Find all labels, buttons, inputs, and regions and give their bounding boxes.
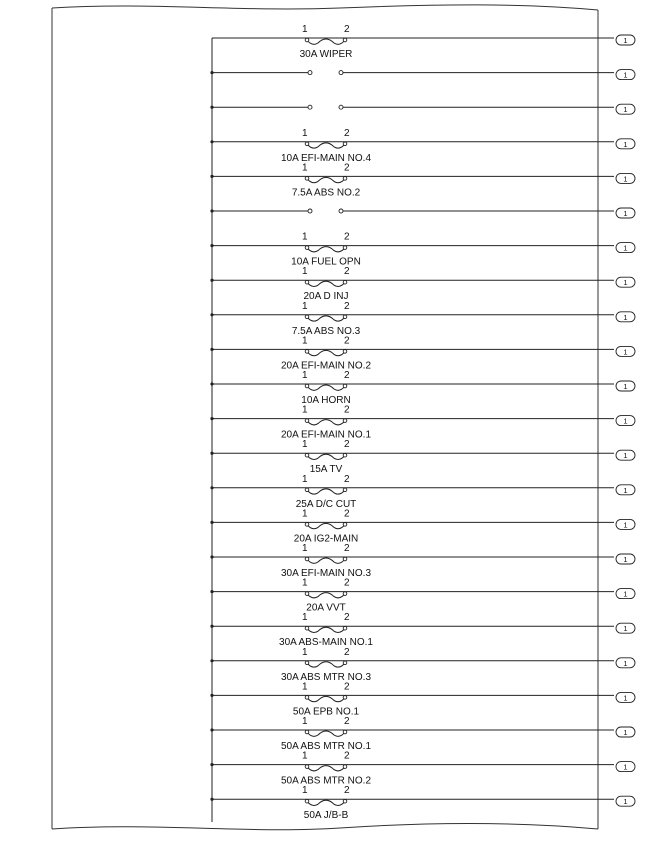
fuse-symbol (306, 558, 346, 563)
fuse-row (210, 104, 635, 114)
pin-number: 2 (344, 577, 350, 589)
connector-label: 1 (623, 36, 628, 45)
fuse-terminal (343, 730, 347, 734)
pin-number: 2 (344, 162, 350, 174)
connector-label: 1 (623, 658, 628, 668)
fuse-row (210, 716, 635, 752)
connector-label: 1 (623, 209, 628, 218)
junction-dot (210, 798, 213, 801)
pin-number: 1 (302, 370, 308, 381)
fuse-row (210, 647, 635, 683)
pin-number: 2 (344, 473, 350, 485)
junction-dot (210, 417, 213, 420)
junction-dot (210, 382, 213, 385)
fuse-symbol (306, 281, 346, 286)
pin-number: 1 (302, 473, 308, 485)
fuse-terminal (343, 592, 347, 596)
pin-number: 1 (302, 716, 308, 727)
junction-dot (210, 763, 213, 766)
fuse-label: 50A EPB NO.1 (292, 706, 360, 718)
fuse-label: 30A ABS MTR NO.3 (280, 671, 372, 683)
pin-number: 1 (302, 231, 308, 243)
connector-label: 1 (623, 555, 628, 564)
fuse-terminal (343, 419, 347, 423)
pin-number: 1 (302, 681, 308, 693)
fuse-symbol (306, 696, 346, 701)
fuse-row (210, 508, 635, 544)
fuse-rows (210, 24, 635, 821)
junction-dot (210, 313, 213, 316)
fuse-label: 30A EFI-MAIN NO.3 (280, 568, 372, 579)
fuse-symbol (306, 627, 346, 632)
fuse-label: 30A WIPER (299, 49, 353, 60)
connector-label: 1 (623, 451, 628, 461)
open-terminal (339, 105, 343, 109)
fuse-symbol (306, 420, 346, 425)
junction-dot (210, 694, 213, 697)
fuse-symbol (306, 350, 346, 355)
pin-number: 2 (344, 508, 350, 520)
fuse-row (210, 70, 635, 80)
fuse-row (210, 578, 635, 614)
fuse-symbol (306, 731, 346, 736)
open-terminal (339, 209, 343, 213)
fuse-row (210, 681, 635, 717)
fuse-row (210, 612, 635, 648)
pin-number: 1 (302, 750, 308, 762)
fuse-symbol (306, 766, 346, 771)
connector-label: 1 (623, 312, 628, 322)
connector-label: 1 (623, 347, 628, 357)
fuse-terminal (305, 730, 309, 734)
pin-number: 2 (344, 404, 350, 416)
fuse-symbol (306, 489, 346, 494)
connector-label: 1 (623, 693, 628, 703)
connector-label: 1 (623, 520, 628, 530)
pin-number: 2 (344, 646, 350, 658)
fuse-terminal (305, 453, 309, 457)
pin-number: 2 (344, 266, 350, 278)
fuse-terminal (343, 177, 347, 181)
fuse-terminal (305, 350, 309, 354)
pin-number: 2 (344, 543, 350, 554)
junction-dot (210, 348, 213, 351)
fuse-symbol (306, 593, 346, 598)
fuse-terminal (343, 142, 347, 146)
junction-dot (210, 452, 213, 455)
connector-label: 1 (623, 174, 628, 184)
fuse-terminal (343, 765, 347, 769)
fuse-terminal (305, 280, 309, 284)
pin-number: 2 (344, 439, 350, 451)
fuse-symbol (306, 177, 346, 182)
fuse-row (212, 24, 635, 60)
fuse-terminal (305, 315, 309, 319)
fuse-label: 10A HORN (301, 395, 351, 406)
fuse-label: 15A TV (309, 464, 343, 476)
fuse-terminal (343, 38, 347, 42)
fuse-terminal (305, 488, 309, 492)
connector-label: 1 (623, 728, 628, 737)
fuse-terminal (305, 626, 309, 630)
fuse-label: 25A D/C CUT (295, 498, 357, 510)
fuse-terminal (305, 592, 309, 596)
connector-label: 1 (623, 589, 628, 599)
fuse-label: 20A IG2-MAIN (293, 533, 359, 545)
junction-dot (210, 71, 213, 74)
fuse-terminal (305, 38, 309, 42)
pin-number: 1 (302, 508, 308, 520)
fuse-label: 20A EFI-MAIN NO.1 (280, 429, 372, 441)
junction-dot (210, 521, 213, 524)
junction-dot (210, 140, 213, 143)
junction-dot (210, 555, 213, 558)
pin-number: 1 (302, 24, 308, 35)
open-terminal (339, 71, 343, 75)
connector-label: 1 (623, 382, 628, 391)
junction-dot (210, 244, 213, 247)
connector-label: 1 (623, 70, 628, 80)
fuse-label: 50A ABS MTR NO.2 (280, 775, 372, 787)
frame-bottom-edge (52, 824, 598, 830)
fuse-terminal (343, 350, 347, 354)
fuse-label: 7.5A ABS NO.3 (291, 325, 361, 337)
open-terminal (308, 209, 312, 213)
fuse-symbol (306, 316, 346, 321)
fuse-terminal (305, 799, 309, 803)
pin-number: 1 (302, 335, 308, 347)
pin-number: 2 (344, 24, 350, 35)
pin-number: 2 (344, 716, 350, 727)
pin-number: 1 (302, 543, 308, 554)
fuse-terminal (305, 557, 309, 561)
junction-dot (210, 209, 213, 212)
fuse-row (210, 543, 635, 579)
fuse-terminal (343, 799, 347, 803)
fuse-symbol (306, 800, 346, 805)
fuse-terminal (343, 488, 347, 492)
fuse-row (210, 266, 635, 302)
pin-number: 2 (344, 681, 350, 693)
junction-dot (210, 175, 213, 178)
fuse-symbol (306, 523, 346, 528)
fuse-terminal (305, 661, 309, 665)
connector-label: 1 (623, 243, 628, 253)
fuse-label: 10A FUEL OPN (291, 256, 361, 268)
pin-number: 2 (344, 785, 350, 797)
fuse-terminal (305, 246, 309, 250)
pin-number: 2 (344, 231, 350, 243)
fuse-label: 30A ABS-MAIN NO.1 (279, 637, 373, 649)
fuse-terminal (343, 280, 347, 284)
fuse-row (210, 232, 635, 268)
pin-number: 1 (302, 612, 308, 624)
fuse-row (210, 751, 635, 787)
connector-label: 1 (623, 139, 628, 149)
fuse-terminal (343, 523, 347, 527)
connector-label: 1 (623, 624, 628, 634)
pin-number: 1 (302, 127, 308, 139)
fuse-label: 20A EFI-MAIN NO.2 (280, 360, 372, 372)
junction-dot (210, 625, 213, 628)
junction-dot (210, 590, 213, 593)
frame-top-edge (52, 5, 598, 10)
pin-number: 2 (344, 370, 350, 381)
fuse-terminal (343, 661, 347, 665)
fuse-symbol (306, 385, 346, 390)
fuse-terminal (305, 419, 309, 423)
connector-label: 1 (623, 416, 628, 426)
pin-number: 1 (302, 577, 308, 589)
connector-label: 1 (623, 105, 628, 115)
junction-dot (210, 106, 213, 109)
fuse-terminal (343, 246, 347, 250)
fuse-terminal (343, 384, 347, 388)
fuse-label: 7.5A ABS NO.2 (291, 187, 361, 199)
pin-number: 2 (344, 335, 350, 347)
fuse-row (210, 370, 635, 406)
connector-label: 1 (623, 762, 628, 772)
fuse-row (210, 785, 635, 821)
fuse-terminal (305, 142, 309, 146)
open-terminal (308, 71, 312, 75)
fuse-terminal (343, 696, 347, 700)
fuse-terminal (305, 384, 309, 388)
junction-dot (210, 486, 213, 489)
fuse-symbol (306, 39, 346, 44)
fuse-row (210, 301, 635, 337)
fuse-terminal (343, 453, 347, 457)
fuse-label: 50A ABS MTR NO.1 (280, 741, 372, 752)
connector-label: 1 (623, 278, 628, 288)
fuse-label: 20A VVT (306, 602, 346, 614)
open-terminal (308, 105, 312, 109)
fuse-symbol (306, 247, 346, 252)
pin-number: 1 (302, 646, 308, 658)
fuse-label: 10A EFI-MAIN NO.4 (280, 152, 372, 164)
junction-dot (210, 728, 213, 731)
fuse-terminal (305, 523, 309, 527)
fuse-row (210, 474, 635, 510)
fuse-label: 50A J/B-B (303, 810, 349, 822)
pin-number: 1 (302, 439, 308, 451)
junction-dot (210, 279, 213, 282)
fuse-row (210, 162, 635, 198)
fuse-row (210, 335, 635, 371)
fuse-symbol (306, 662, 346, 667)
fuse-terminal (343, 315, 347, 319)
fuse-row (210, 405, 635, 441)
junction-dot (210, 659, 213, 662)
pin-number: 2 (344, 300, 350, 312)
pin-number: 1 (302, 162, 308, 174)
pin-number: 2 (344, 612, 350, 624)
fuse-terminal (305, 765, 309, 769)
fuse-label: 20A D INJ (303, 291, 349, 303)
pin-number: 2 (344, 750, 350, 762)
connector-label: 1 (623, 485, 628, 495)
fuse-terminal (305, 696, 309, 700)
pin-number: 1 (302, 785, 308, 797)
fuse-terminal (305, 177, 309, 181)
fuse-symbol (306, 143, 346, 148)
fuse-row (210, 128, 635, 164)
pin-number: 1 (302, 404, 308, 416)
fuse-terminal (343, 557, 347, 561)
pin-number: 1 (302, 266, 308, 278)
connector-label: 1 (623, 797, 628, 807)
fuse-row (210, 439, 635, 475)
fuse-row (210, 208, 635, 218)
fuse-terminal (343, 626, 347, 630)
pin-number: 1 (302, 300, 308, 312)
fuse-symbol (306, 454, 346, 459)
pin-number: 2 (344, 127, 350, 139)
